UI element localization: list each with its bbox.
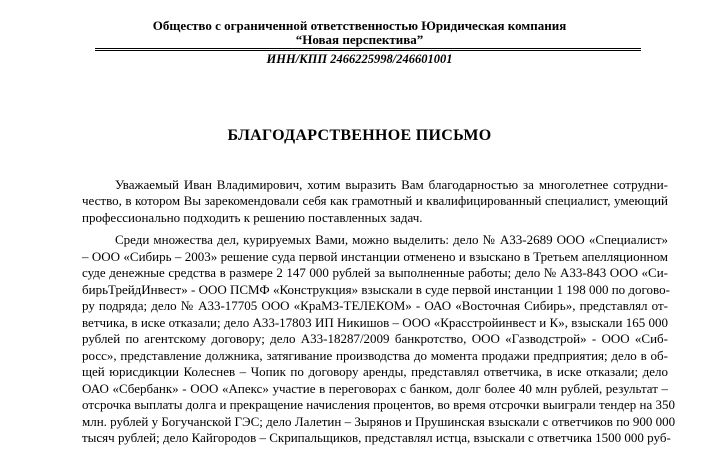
letter-title: БЛАГОДАРСТВЕННОЕ ПИСЬМО xyxy=(227,127,492,144)
org-name-line2: “Новая перспектива” xyxy=(295,32,424,47)
header-divider-top xyxy=(95,48,641,49)
text-line: Среди множества дел, курируемых Вами, можно выделить: дело № А33-2689 ООО «Специалист» xyxy=(115,232,668,247)
text-line: суде денежные средства в размере 2 147 000 рублей за выполненные работы; дело № А33-843 ООО «Си- xyxy=(82,265,668,280)
text-line: – ООО «Сибирь – 2003» решение суда первой инстанции отменено и взыскано в Третьем апелляционном xyxy=(82,249,668,264)
text-line: млн. рублей у Богучанской ГЭС; дело Лалетин – Зырянов и Прушинская взыскали с ответчиков по 900 000 xyxy=(82,414,676,429)
text-line: росс», представление должника, затягивание производства до момента продажи предприятия; дело в об- xyxy=(82,348,668,363)
text-line: ОАО «Сбербанк» - ООО «Апекс» участие в переговорах с банком, долг более 40 млн рублей, результат – xyxy=(82,381,668,396)
text-line: щей юрисдикции Колеснев – Чопик по договору аренды, представлял ответчика, в иске отказали; дело xyxy=(82,364,668,379)
inn-kpp: ИНН/КПП 2466225998/246601001 xyxy=(266,52,453,66)
text-line: чество, в котором Вы зарекомендовали себя как грамотный и квалифицированный специалист, умеющий xyxy=(82,193,668,208)
org-name-line1: Общество с ограниченной ответственностью Юридическая компания xyxy=(152,18,567,33)
text-line: тысяч рублей; дело Кайгородов – Скрипальщиков, представлял истца, взыскали с ответчика 1500 000 руб- xyxy=(82,430,671,445)
text-line: профессионально подходить к решению поставленных задач. xyxy=(82,210,423,225)
text-line: рублей по агентскому договору; дело А33-18287/2009 банкротство, ООО «Газводстрой» - ООО «Сиб- xyxy=(82,331,668,346)
text-line: ру подряда; дело № А33-17705 ООО «КраМЗ-ТЕЛЕКОМ» - ОАО «Восточная Сибирь», представлял от- xyxy=(82,298,668,313)
header-divider-bottom xyxy=(95,50,641,51)
text-line: ветчика, в иске отказали; дело А33-17803 ИП Никишов – ООО «Красстройинвест и К», взыскали 165 000 xyxy=(82,315,668,330)
text-line: бирьТрейдИнвест» - ООО ПСМФ «Конструкция» взыскали в суде первой инстанции 1 198 000 по догово- xyxy=(82,282,670,297)
text-line: отсрочка выплаты долга и прекращение начисления процентов, во время отсрочки выиграли тендер на 350 xyxy=(82,397,675,412)
text-line: Уважаемый Иван Владимирович, хотим выразить Вам благодарностью за многолетнее сотрудни- xyxy=(115,177,668,192)
